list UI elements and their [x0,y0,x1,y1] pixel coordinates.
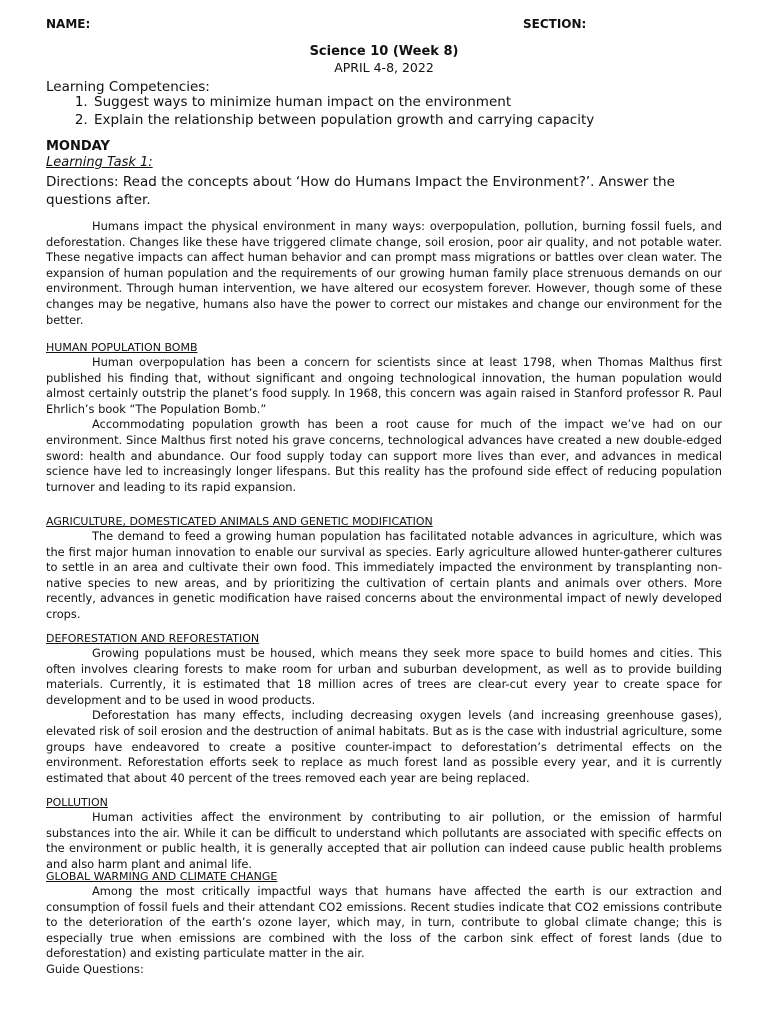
worksheet-date: APRIL 4-8, 2022 [334,60,434,75]
section-population [46,341,722,495]
section-paragraph: Human overpopulation has been a concern for scientists since at least 1798, when Thomas Malthus first published his finding that, without significant and ongoing technological innovation, the human population would almost certainly outstrip the planet’s food supply. In 1968, this concern was again raised in Stanford professor R. Paul Ehrlich’s book “The Population Bomb.” [46,355,722,416]
section-heading: AGRICULTURE, DOMESTICATED ANIMALS AND GENETIC MODIFICATION [46,515,433,528]
section-paragraph: The demand to feed a growing human population has facilitated notable advances in agriculture, which was the first major human innovation to enable our survival as species. Early agriculture allowed hunter-gatherer cultures to settle in an area and cultivate their own food. This immediately impacted the environment by transplanting non-native species to new areas, and by prioritizing the cultivation of certain plants and animals over others. More recently, advances in genetic modification have raised concerns about the environmental impact of newly developed crops. [46,529,722,621]
directions-text: Directions: Read the concepts about ‘How do Humans Impact the Environment?’. Answer the questions after. [46,174,675,208]
worksheet-title: Science 10 (Week 8) [309,44,459,59]
section-label: SECTION: [523,17,587,31]
section-agriculture [46,515,722,623]
guide-questions-label: Guide Questions: [46,961,144,976]
section-heading: HUMAN POPULATION BOMB [46,341,198,354]
section-deforestation [46,632,722,786]
competency-item: 2. Explain the relationship between population growth and carrying capacity [92,111,768,129]
competencies-heading: Learning Competencies: [46,79,210,95]
section-paragraph: Among the most critically impactful ways that humans have affected the earth is our extraction and consumption of fossil fuels and their attendant CO2 emissions. Recent studies indicate that CO2 emissions contribute to the deterioration of the earth’s ozone layer, which may, in turn, contribute to global climate change; this is especially true when emissions are combined with the loss of the carbon sink effect of forest lands (due to deforestation) and existing particulate matter in the air. [46,884,722,961]
section-paragraph: Growing populations must be housed, which means they seek more space to build homes and cities. This often involves clearing forests to make room for urban and suburban development, as well as to provide building materials. Currently, it is estimated that 18 million acres of trees are clear-cut every year to create space for development and to be used in wood products. [46,646,722,707]
competencies-list [46,93,768,129]
learning-task-label: Learning Task 1: [46,155,153,170]
day-heading: MONDAY [46,139,110,154]
name-label: NAME: [46,17,91,31]
competency-item: 1. Suggest ways to minimize human impact on the environment [92,93,768,111]
section-paragraph: Accommodating population growth has been a root cause for much of the impact we’ve had on our environment. Since Malthus first noted his grave concerns, technological advances have created a new double-edged sword: health and abundance. Our food supply today can support more lives than ever, and advances in medical science have led to increasingly longer lifespans. But this reality has the profound side effect of reducing population turnover and leading to its rapid expansion. [46,417,722,494]
section-pollution [46,796,722,872]
section-heading: POLLUTION [46,796,108,809]
intro-block [46,219,722,328]
section-paragraph: Deforestation has many effects, including decreasing oxygen levels (and increasing greenhouse gases), elevated risk of soil erosion and the destruction of animal habitats. But as is the case with industrial agriculture, some groups have endeavored to create a positive counter-impact to deforestation’s detrimental effects on the environment. Reforestation efforts seek to replace as much forest land as possible every year, and it is currently estimated that about 40 percent of the trees removed each year are being replaced. [46,708,722,785]
section-paragraph: Human activities affect the environment by contributing to air pollution, or the emission of harmful substances into the air. While it can be difficult to understand which pollutants are associated with specific effects on the environment or public health, it is generally accepted that air pollution can indeed cause public health problems and also harm plant and animal life. [46,810,722,871]
section-heading: DEFORESTATION AND REFORESTATION [46,632,260,645]
intro-paragraph: Humans impact the physical environment in many ways: overpopulation, pollution, burning fossil fuels, and deforestation. Changes like these have triggered climate change, soil erosion, poor air quality, and not potable water. These negative impacts can affect human behavior and can prompt mass migrations or battles over clean water. The expansion of human population and the requirements of our growing human family place strenuous demands on our environment. Through human intervention, we have altered our ecosystem forever. However, though some of these changes may be negative, humans also have the power to correct our mistakes and change our environment for the better. [46,219,722,327]
section-heading: GLOBAL WARMING AND CLIMATE CHANGE [46,870,278,883]
section-climate [46,870,722,978]
